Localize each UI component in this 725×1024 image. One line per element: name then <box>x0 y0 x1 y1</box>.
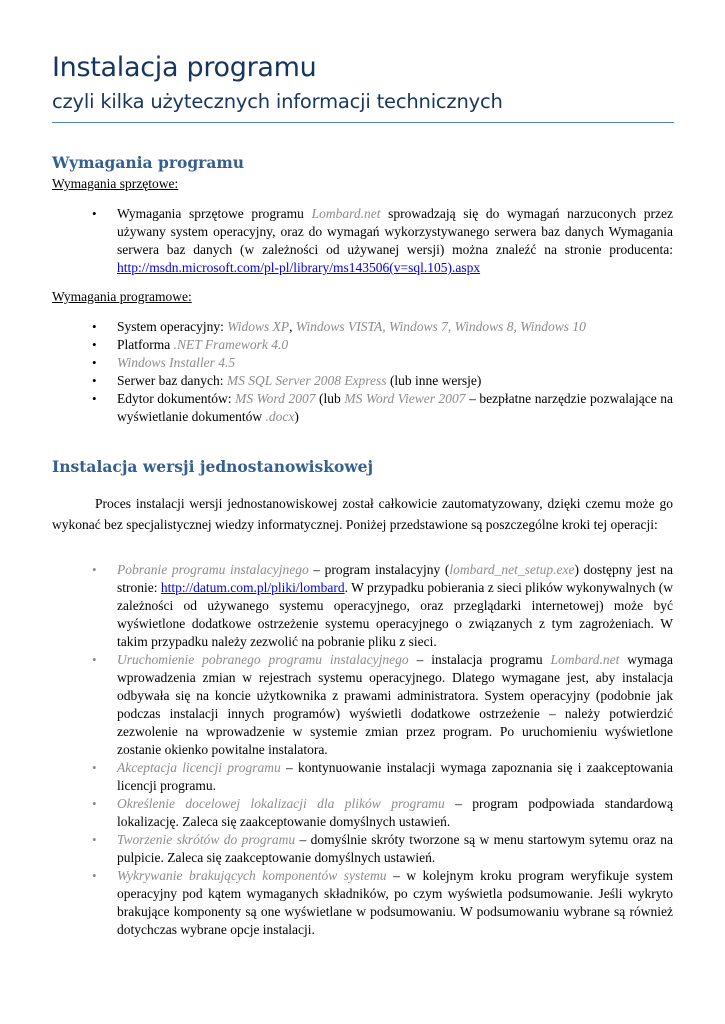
section-heading-requirements: Wymagania programu <box>52 153 245 172</box>
software-requirements-list <box>52 318 673 426</box>
list-item: • System operacyjny: Widows XP, Windows VISTA, Windows 7, Windows 8, Windows 10 <box>52 318 673 336</box>
page-subtitle: czyli kilka użytecznych informacji technicznych <box>52 90 503 113</box>
title-divider <box>52 122 674 123</box>
list-item: • Pobranie programu instalacyjnego – program instalacyjny (lombard_net_setup.exe) dostępny jest na stronie: http://datum.com.pl/pliki/lombard. W przypadku pobierania z sieci plików wykonywalnych (w zależności od używanego systemu operacyjnego, oraz przeglądarki internetowej) może być wyświetlone dodatkowe ostrzeżenie systemu operacyjnego o związanych z tym zagrożeniach. W takim przypadku należy zezwolić na pobranie pliku z sieci. <box>52 561 673 651</box>
hardware-requirements-label: Wymagania sprzętowe: <box>52 176 179 191</box>
hardware-requirements-list <box>52 205 673 277</box>
list-item: • Edytor dokumentów: MS Word 2007 (lub MS Word Viewer 2007 – bezpłatne narzędzie pozwalające na wyświetlanie dokumentów .docx) <box>52 390 673 426</box>
list-item: • Wymagania sprzętowe programu Lombard.net sprowadzają się do wymagań narzuconych przez używany system operacyjny, oraz do wymagań wykorzystywanego serwera baz danych Wymagania serwera baz danych (w zależności od używanej wersji) można znaleźć na stronie producenta: http://msdn.microsoft.com/pl-pl/library/ms143506(v=sql.105).aspx <box>52 205 673 277</box>
list-item: • Serwer baz danych: MS SQL Server 2008 Express (lub inne wersje) <box>52 372 673 390</box>
msdn-link[interactable]: http://msdn.microsoft.com/pl-pl/library/ms143506(v=sql.105).aspx <box>117 260 481 275</box>
list-item: • Akceptacja licencji programu – kontynuowanie instalacji wymaga zapoznania się i zaakceptowania licencji programu. <box>52 759 673 795</box>
list-item: • Wykrywanie brakujących komponentów systemu – w kolejnym kroku program weryfikuje system operacyjny pod kątem wymaganych składników, po czym wyświetla podsumowanie. Jeśli wykryto brakujące komponenty są one wyświetlane w podsumowaniu. W podsumowaniu wybrane są również dotychczas wybrane opcje instalacji. <box>52 867 673 939</box>
list-item: • Uruchomienie pobranego programu instalacyjnego – instalacja programu Lombard.net wymaga wprowadzenia zmian w rejestrach systemu operacyjnego. Dlatego wymagane jest, aby instalacja odbywała się na koncie użytkownika z prawami administratora. System operacyjny (podobnie jak podczas instalacji innych programów) wyświetli dodatkowe ostrzeżenie – należy potwierdzić zezwolenie na wprowadzenie w systemie zmian przez program. Po uruchomieniu wyświetlone zostanie okienko powitalne instalatora. <box>52 651 673 759</box>
list-item: • Określenie docelowej lokalizacji dla plików programu – program podpowiada standardową lokalizację. Zaleca się zaakceptowanie domyślnych ustawień. <box>52 795 673 831</box>
installation-steps-list <box>52 561 673 939</box>
page-title: Instalacja programu <box>52 52 317 83</box>
list-item: • Platforma .NET Framework 4.0 <box>52 336 673 354</box>
download-link[interactable]: http://datum.com.pl/pliki/lombard <box>160 580 345 595</box>
section-heading-installation: Instalacja wersji jednostanowiskowej <box>52 457 374 476</box>
software-requirements-label: Wymagania programowe: <box>52 289 192 304</box>
installation-intro: Proces instalacji wersji jednostanowiskowej został całkowicie zautomatyzowany, dzięki czemu może go wykonać bez specjalistycznej wiedzy informatycznej. Poniżej przedstawione są poszczególne kroki tej operacji: <box>52 496 673 532</box>
list-item: • Windows Installer 4.5 <box>52 354 673 372</box>
list-item: • Tworzenie skrótów do programu – domyślnie skróty tworzone są w menu startowym sytemu oraz na pulpicie. Zaleca się zaakceptowanie domyślnych ustawień. <box>52 831 673 867</box>
